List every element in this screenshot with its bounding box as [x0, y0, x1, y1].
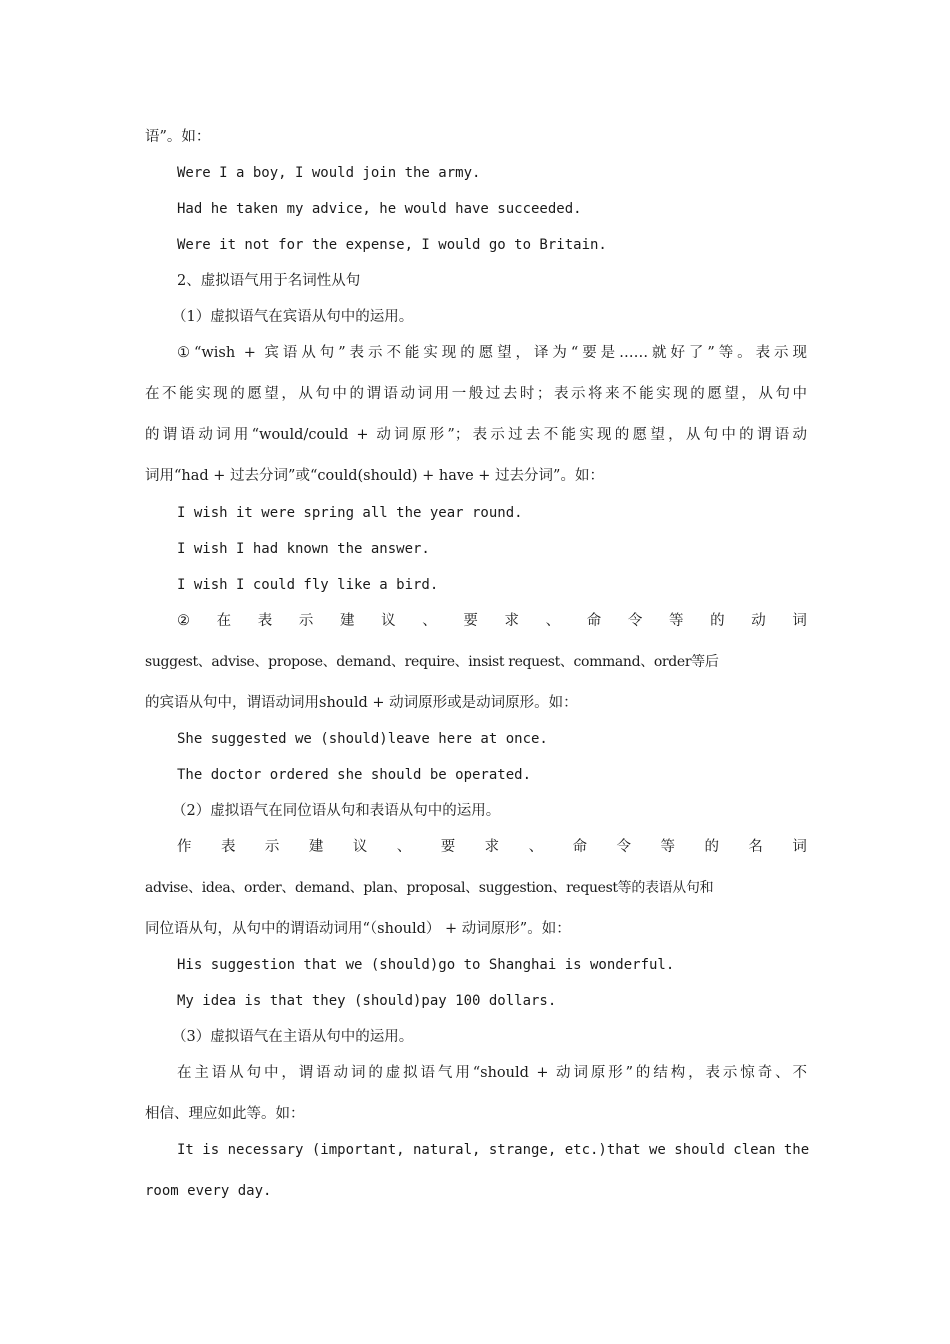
spaced-char: 、	[396, 839, 412, 855]
spaced-char: 词	[792, 839, 807, 855]
spaced-char: 议	[352, 839, 368, 855]
spaced-char: 令	[627, 613, 643, 629]
example-sentence: I wish it were spring all the year round.	[177, 505, 523, 521]
example-sentence: It is necessary (important, natural, strange, etc.)that we should clean the	[177, 1142, 810, 1158]
paragraph-line: 在主语从句中，谓语动词的虚拟语气用“should + 动词原形”的结构，表示惊奇、不	[177, 1065, 807, 1081]
example-sentence: Had he taken my advice, he would have succeeded.	[177, 201, 582, 217]
subsection-heading: （1）虚拟语气在宾语从句中的运用。	[172, 309, 414, 325]
spaced-char: 等	[660, 839, 675, 855]
paragraph-line: 相信、理应如此等。如：	[145, 1106, 305, 1122]
example-sentence: I wish I could fly like a bird.	[177, 577, 439, 593]
section-heading: 2、虚拟语气用于名词性从句	[177, 273, 361, 289]
spaced-char: 示	[264, 839, 280, 855]
example-sentence: My idea is that they (should)pay 100 dollars.	[177, 993, 557, 1009]
spaced-char: 、	[422, 613, 437, 629]
spaced-char: 在	[216, 613, 232, 629]
spaced-paragraph-line	[177, 611, 807, 631]
spaced-char: 词	[792, 613, 807, 629]
spaced-paragraph-line	[177, 837, 807, 857]
example-sentence: She suggested we (should)leave here at once.	[177, 731, 548, 747]
spaced-char: ②	[177, 613, 190, 629]
paragraph-line: 词用“had + 过去分词”或“could(should) + have + 过去分词”。如：	[145, 468, 604, 484]
paragraph-line: 同位语从句，从句中的谓语动词用“（should） + 动词原形”。如：	[145, 921, 571, 937]
spaced-char: 要	[463, 613, 478, 629]
example-sentence: The doctor ordered she should be operated.	[177, 767, 532, 783]
spaced-char: 的	[704, 839, 719, 855]
spaced-char: 表	[257, 613, 273, 629]
spaced-char: 命	[586, 613, 602, 629]
spaced-char: 、	[545, 613, 561, 629]
text-line: 语”。如：	[145, 129, 211, 145]
example-sentence: His suggestion that we (should)go to Shanghai is wonderful.	[177, 957, 675, 973]
spaced-char: 建	[340, 613, 355, 629]
example-sentence: room every day.	[145, 1183, 272, 1199]
spaced-char: 命	[572, 839, 588, 855]
paragraph-line: suggest、advise、propose、demand、require、insist request、command、order等后	[145, 654, 719, 670]
example-sentence: Were I a boy, I would join the army.	[177, 165, 481, 181]
spaced-char: 建	[308, 839, 324, 855]
spaced-char: 要	[440, 839, 456, 855]
example-sentence: I wish I had known the answer.	[177, 541, 430, 557]
paragraph-line: ①“wish + 宾语从句”表示不能实现的愿望，译为“要是……就好了”等。表示现	[177, 345, 807, 361]
spaced-char: 求	[504, 613, 519, 629]
paragraph-line: advise、idea、order、demand、plan、proposal、suggestion、request等的表语从句和	[145, 880, 714, 896]
paragraph-line: 的谓语动词用“would/could + 动词原形”；表示过去不能实现的愿望，从句中的谓语动	[145, 427, 807, 443]
spaced-char: 令	[616, 839, 632, 855]
example-sentence: Were it not for the expense, I would go to Britain.	[177, 237, 607, 253]
spaced-char: 议	[381, 613, 396, 629]
subsection-heading: （3）虚拟语气在主语从句中的运用。	[172, 1029, 414, 1045]
spaced-char: 求	[484, 839, 500, 855]
spaced-char: 、	[528, 839, 544, 855]
subsection-heading: （2）虚拟语气在同位语从句和表语从句中的运用。	[172, 803, 501, 819]
spaced-char: 作	[177, 839, 192, 855]
spaced-char: 名	[748, 839, 763, 855]
spaced-char: 的	[710, 613, 725, 629]
spaced-char: 动	[751, 613, 766, 629]
spaced-char: 示	[298, 613, 314, 629]
paragraph-line: 在不能实现的愿望，从句中的谓语动词用一般过去时；表示将来不能实现的愿望，从句中	[145, 386, 807, 402]
paragraph-line: 的宾语从句中，谓语动词用should + 动词原形或是动词原形。如：	[145, 695, 578, 711]
spaced-char: 表	[220, 839, 236, 855]
spaced-char: 等	[669, 613, 684, 629]
